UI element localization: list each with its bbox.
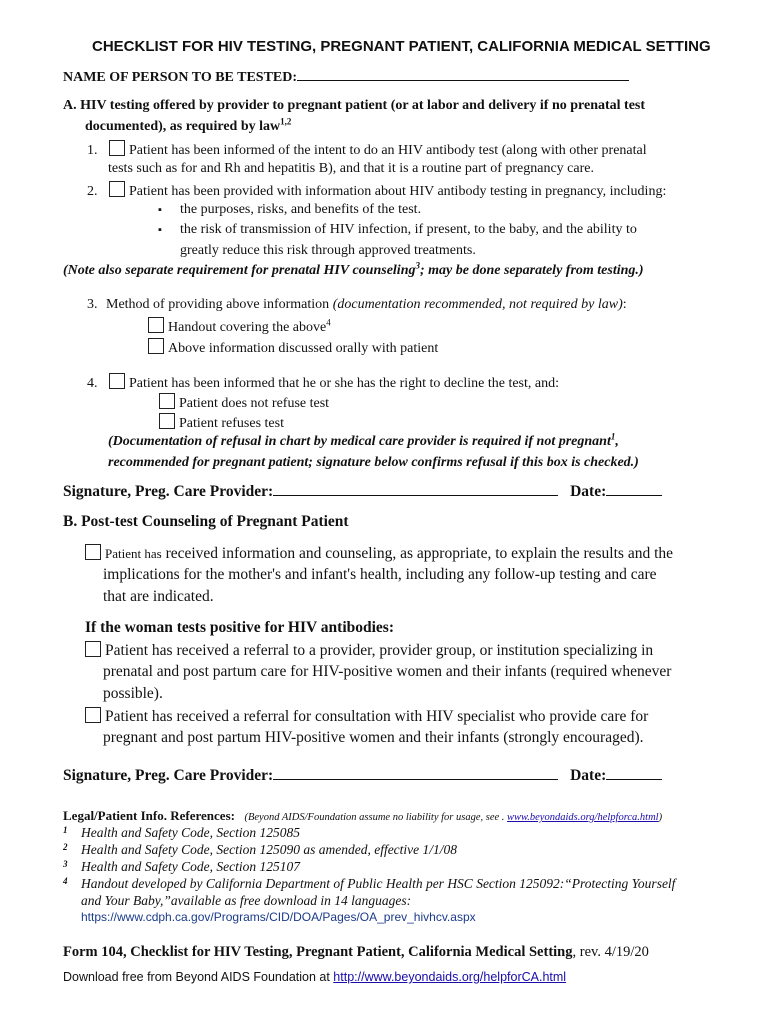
item-4-text: Patient has been informed that he or she has the right to decline the test, and:	[129, 376, 559, 391]
signature-input-line[interactable]	[273, 495, 558, 496]
referral-1-text-line2: prenatal and post partum care for HIV-positive women and their infants (required whenever	[103, 663, 672, 680]
handout-checkbox[interactable]	[148, 317, 164, 333]
reference-text: Handout developed by California Department of Public Health per HSC Section 125092:“Protecting Yourself	[81, 876, 676, 891]
item-2-number: 2.	[87, 184, 98, 199]
refusal-note-comma: ,	[615, 434, 619, 449]
option-orally	[148, 338, 438, 357]
download-link[interactable]: http://www.beyondaids.org/helpforCA.html	[333, 970, 567, 984]
reference-text: Health and Safety Code, Section 125085	[81, 825, 300, 840]
signature-row-2	[63, 767, 662, 785]
item-2-checkbox[interactable]	[109, 181, 125, 197]
item-1-text: Patient has been informed of the intent to do an HIV antibody test (along with other prenatal	[129, 143, 647, 158]
name-label: NAME OF PERSON TO BE TESTED:	[63, 70, 298, 85]
referral-1-text-line3: possible).	[103, 685, 163, 702]
refuses-label: Patient refuses test	[179, 416, 284, 431]
bullet-icon: ▪	[158, 224, 162, 236]
name-field-row	[63, 70, 629, 86]
reference-text: Health and Safety Code, Section 125090 as amended, effective 1/1/08	[81, 842, 458, 857]
bullet-2	[158, 222, 637, 238]
section-a-heading-text: documented), as required by law	[85, 119, 281, 134]
post-test-text-line3: that are indicated.	[103, 588, 214, 605]
option-refuses	[159, 413, 284, 432]
form-footer-title-row	[63, 944, 649, 961]
reference-number: 1	[63, 825, 68, 835]
reference-4	[63, 876, 675, 892]
page-title: CHECKLIST FOR HIV TESTING, PREGNANT PATIENT, CALIFORNIA MEDICAL SETTING	[92, 38, 711, 55]
download-text: Download free from Beyond AIDS Foundation at	[63, 970, 334, 984]
section-b-heading: B. Post-test Counseling of Pregnant Patient	[63, 513, 349, 530]
reference-1	[63, 825, 300, 841]
post-test-text: received information and counseling, as appropriate, to explain the results and the	[161, 545, 674, 562]
option-not-refuse	[159, 393, 329, 412]
date-input-line[interactable]	[606, 779, 662, 780]
item-1-number: 1.	[87, 143, 98, 158]
section-a-footnote-ref: 1,2	[280, 116, 292, 127]
bullet-1-text: the purposes, risks, and benefits of the test.	[180, 202, 422, 217]
item-3-italic-note: (documentation recommended, not required by law)	[332, 297, 623, 312]
bullet-2-text: the risk of transmission of HIV infection, if present, to the baby, and the ability to	[180, 222, 637, 237]
not-refuse-checkbox[interactable]	[159, 393, 175, 409]
download-row	[63, 970, 566, 984]
note-text-a: (Note also separate requirement for prenatal HIV counseling	[63, 263, 416, 278]
bullet-2-text-line2: greatly reduce this risk through approved treatments.	[180, 243, 476, 258]
item-3-row	[87, 297, 627, 313]
item-1-row	[87, 140, 647, 159]
refusal-note-line2: recommended for pregnant patient; signature below confirms refusal if this box is checked.)	[108, 455, 639, 470]
counseling-note	[63, 260, 644, 279]
cdph-url[interactable]: https://www.cdph.ca.gov/Programs/CID/DOA/Pages/OA_prev_hivhcv.aspx	[81, 910, 476, 924]
form-revision: , rev. 4/19/20	[572, 944, 649, 960]
item-3-colon: :	[622, 297, 627, 312]
form-title: Form 104, Checklist for HIV Testing, Pregnant Patient, California Medical Setting	[63, 944, 573, 960]
referral-1-checkbox[interactable]	[85, 641, 101, 657]
disclaimer-link[interactable]: www.beyondaids.org/helpforca.html	[507, 812, 659, 823]
reference-4-line2: and Your Baby,”available as free download in 14 languages:	[81, 893, 412, 908]
reference-number: 4	[63, 876, 68, 886]
references-heading-row	[63, 808, 662, 825]
bullet-icon: ▪	[158, 204, 162, 216]
orally-label: Above information discussed orally with patient	[168, 341, 439, 356]
signature-row-1	[63, 483, 662, 501]
section-a-heading-line1: A. HIV testing offered by provider to pregnant patient (or at labor and delivery if no prenatal test	[63, 98, 646, 113]
referral-1-row	[85, 641, 653, 660]
referral-2-text: Patient has received a referral for consultation with HIV specialist who provide care for	[105, 708, 649, 725]
name-input-line[interactable]	[297, 80, 629, 81]
post-test-text-line2: implications for the mother's and infant's health, including any follow-up testing and care	[103, 566, 657, 583]
references-heading: Legal/Patient Info. References:	[63, 808, 235, 823]
option-handout	[148, 317, 331, 336]
item-4-number: 4.	[87, 376, 98, 391]
not-refuse-label: Patient does not refuse test	[179, 396, 330, 411]
item-1-text-line2: tests such as for and Rh and hepatitis B), and that it is a routine part of pregnancy care.	[108, 161, 594, 176]
post-test-counseling-row	[85, 544, 673, 563]
item-1-checkbox[interactable]	[109, 140, 125, 156]
reference-text: Health and Safety Code, Section 125107	[81, 859, 300, 874]
disclaimer-close: )	[658, 812, 663, 823]
refuses-checkbox[interactable]	[159, 413, 175, 429]
refusal-note-line1	[108, 431, 619, 450]
refusal-footnote-ref: 1	[610, 431, 616, 442]
disclaimer-text: (Beyond AIDS/Foundation assume no liability for usage, see .	[244, 812, 508, 823]
note-footnote-ref: 3	[415, 260, 420, 271]
referral-1-text: Patient has received a referral to a provider, provider group, or institution specializing in	[105, 642, 654, 659]
reference-2	[63, 842, 457, 858]
refusal-note-text: (Documentation of refusal in chart by medical care provider is required if not pregnant	[108, 434, 611, 449]
post-test-text-small: Patient has	[105, 546, 162, 561]
item-3-text: Method of providing above information	[106, 297, 333, 312]
item-4-row	[87, 373, 559, 392]
positive-result-heading: If the woman tests positive for HIV antibodies:	[85, 619, 395, 636]
item-2-text: Patient has been provided with information about HIV antibody testing in pregnancy, including:	[129, 184, 667, 199]
section-a-heading-line2	[85, 116, 292, 135]
referral-2-row	[85, 707, 648, 726]
orally-checkbox[interactable]	[148, 338, 164, 354]
bullet-1	[158, 202, 421, 218]
handout-label: Handout covering the above	[168, 320, 327, 335]
referral-2-text-line2: pregnant and post partum HIV-positive women and their infants (strongly encouraged).	[103, 729, 644, 746]
reference-number: 3	[63, 859, 68, 869]
date-label: Date:	[570, 767, 607, 784]
signature-label: Signature, Preg. Care Provider:	[63, 483, 274, 500]
referral-2-checkbox[interactable]	[85, 707, 101, 723]
note-text-b: ; may be done separately from testing.)	[419, 263, 644, 278]
signature-label: Signature, Preg. Care Provider:	[63, 767, 274, 784]
signature-input-line[interactable]	[273, 779, 558, 780]
date-input-line[interactable]	[606, 495, 662, 496]
date-label: Date:	[570, 483, 607, 500]
item-4-checkbox[interactable]	[109, 373, 125, 389]
item-3-number: 3.	[87, 297, 98, 312]
item-2-row	[87, 181, 666, 200]
handout-footnote-ref: 4	[326, 317, 331, 328]
reference-number: 2	[63, 842, 68, 852]
reference-3	[63, 859, 300, 875]
post-test-checkbox[interactable]	[85, 544, 101, 560]
